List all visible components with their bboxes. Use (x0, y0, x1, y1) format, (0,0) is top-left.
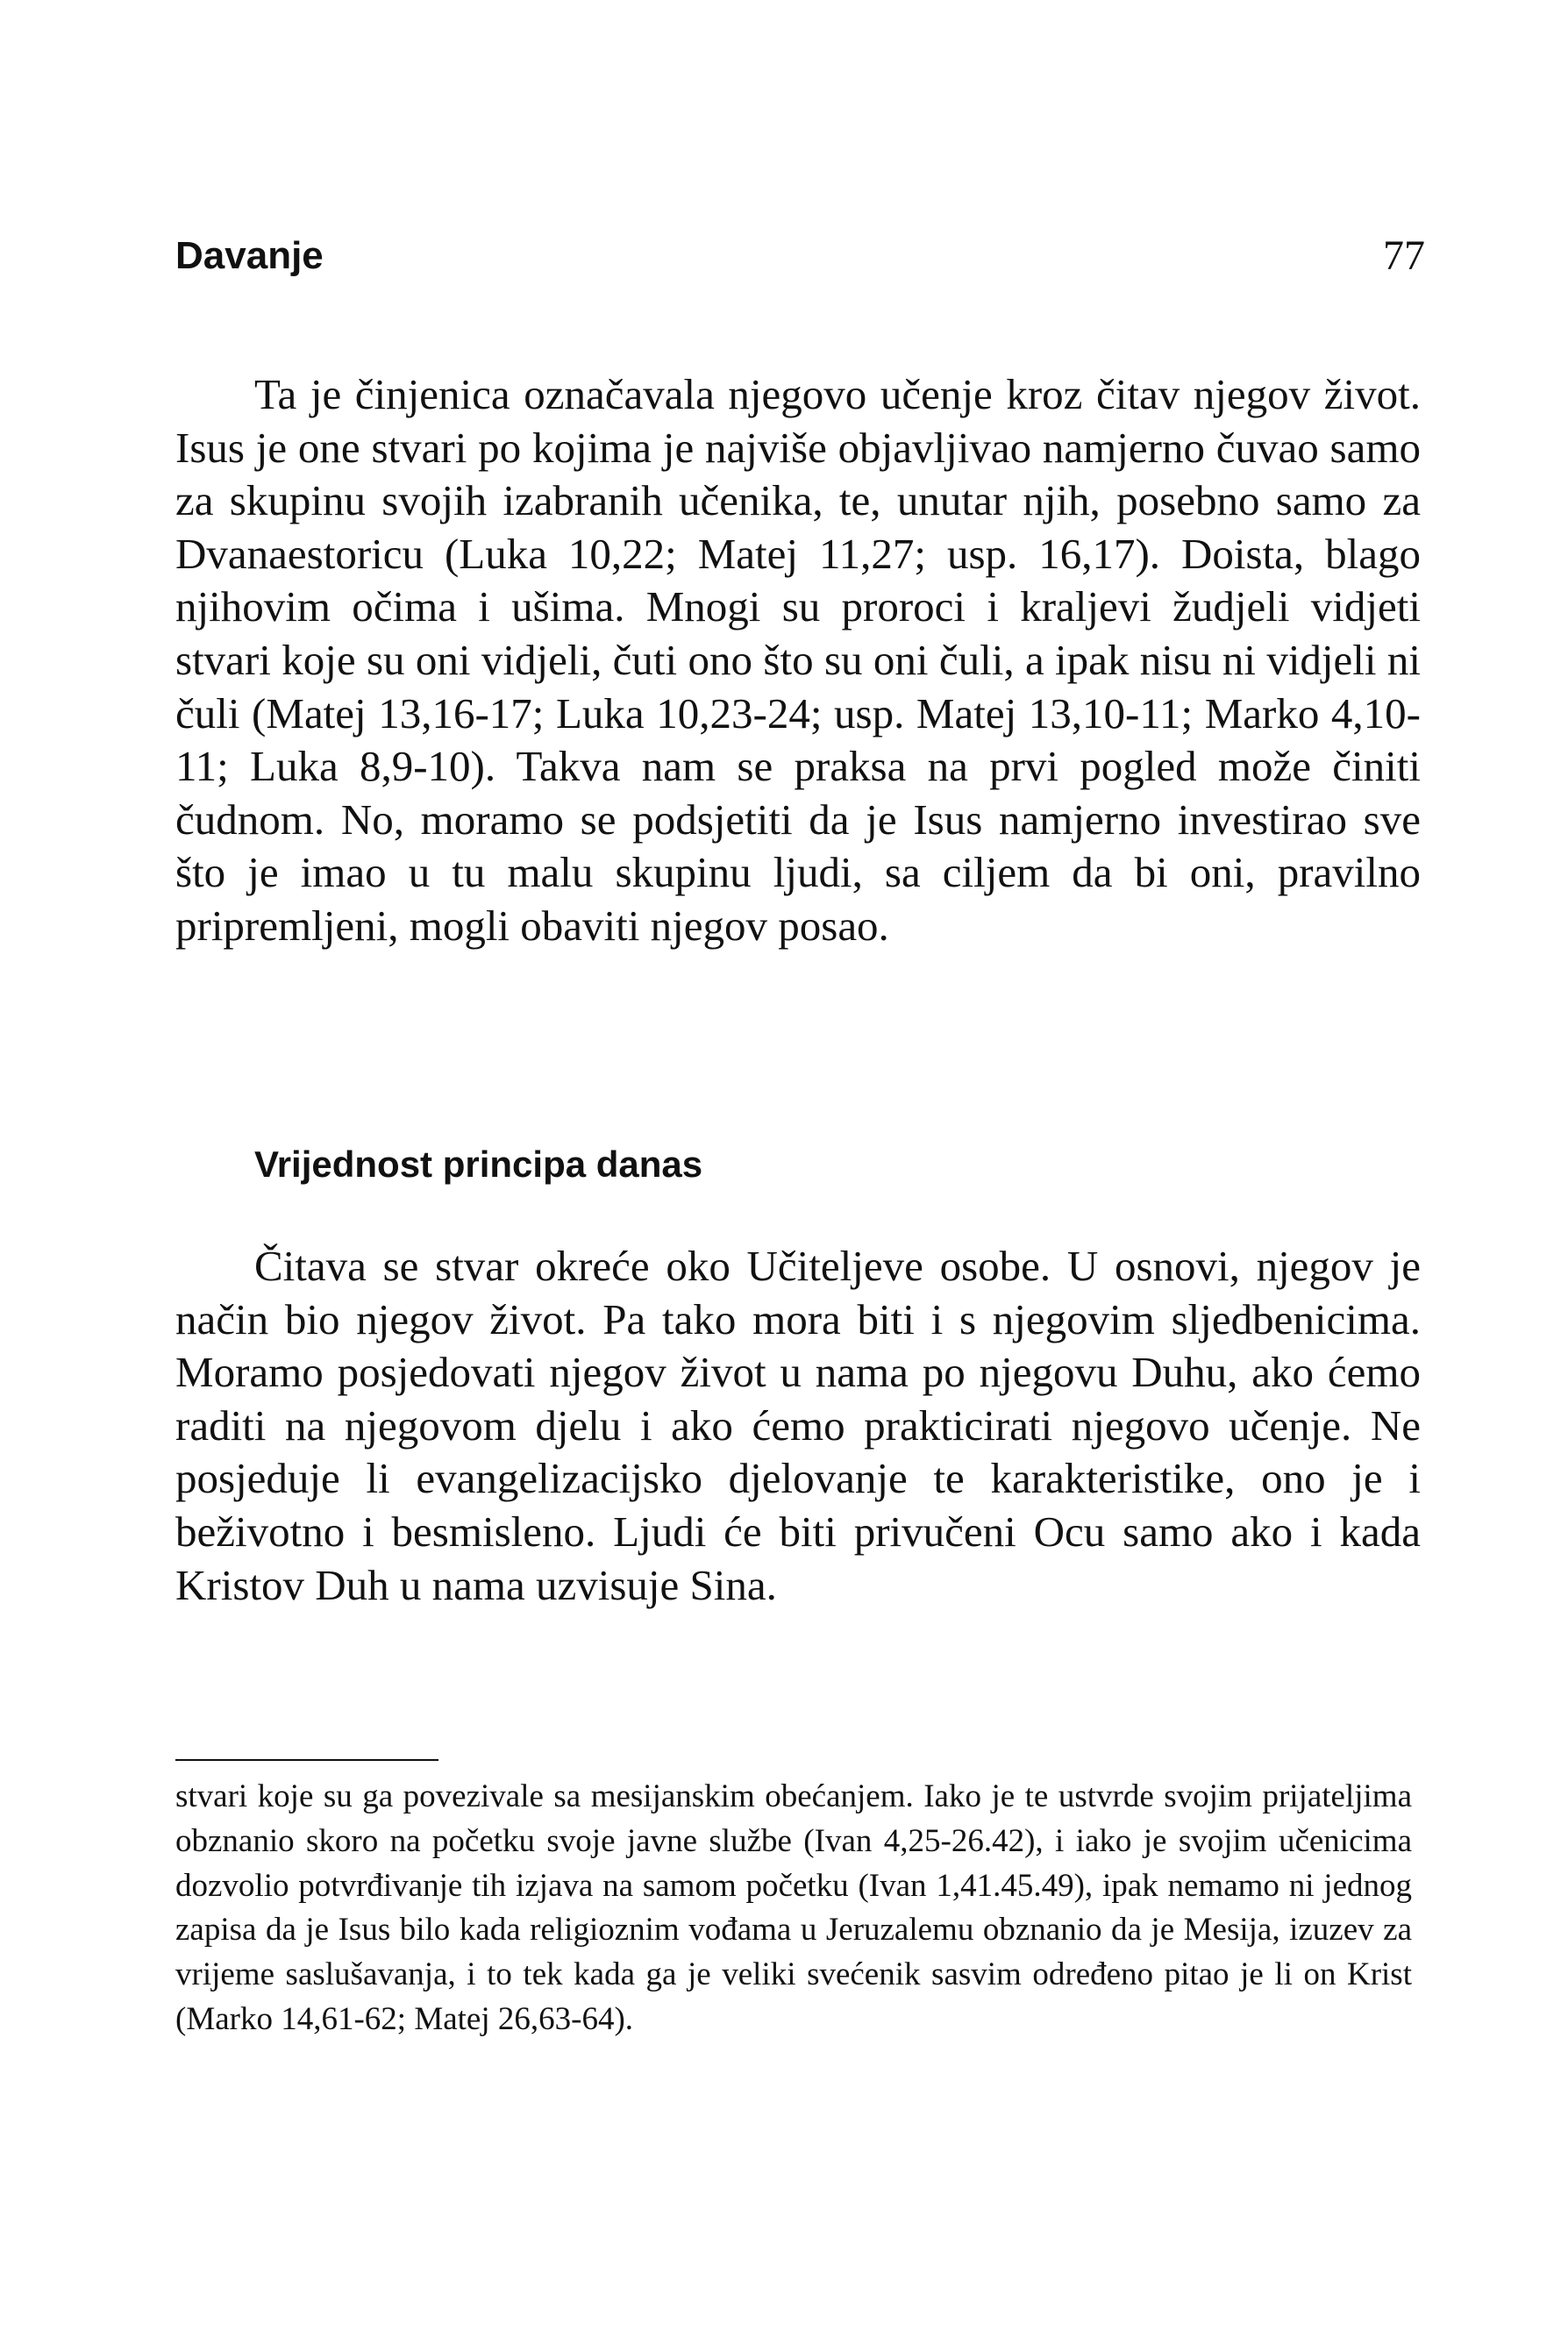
body-paragraph-2: Čitava se stvar okreće oko Učiteljeve osobe. U osnovi, njegov je način bio njegov život. Pa tako mora biti i s njegovim sljedbenicima. Moramo posjedovati njegov život u nama po njegovu Duhu, ako ćemo raditi na njegovom djelu i ako ćemo prakticirati njegovo učenje. Ne posjeduje li evangelizacijsko djelovanje te karakteristike, ono je i beživotno i besmisleno. Ljudi će biti privučeni Ocu samo ako i kada Kristov Duh u nama uzvisuje Sina. (175, 1242, 1421, 1609)
footnote-separator (175, 1759, 438, 1761)
footnote-text: stvari koje su ga povezivale sa mesijanskim obećanjem. Iako je te ustvrde svojim prijateljima obznanio skoro na početku svoje javne službe (Ivan 4,25-26.42), i iako je svojim učenicima dozvolio potvrđivanje tih izjava na samom početku (Ivan 1,41.45.49), ipak nemamo ni jednog zapisa da je Isus bilo kada religioznim vođama u Jeruzalemu obznanio da je Mesija, izuzev za vrijeme saslušavanja, i to tek kada ga je veliki svećenik sasvim određeno pitao je li on Krist (Marko 14,61-62; Matej 26,63-64). (175, 1778, 1412, 2037)
section-heading: Vrijednost principa danas (254, 1144, 703, 1185)
running-header (175, 230, 1425, 291)
body-paragraph-1: Ta je činjenica označavala njegovo učenje kroz čitav njegov život. Isus je one stvari po kojima je najviše objavljivao namjerno čuvao samo za skupinu svojih izabranih učenika, te, unutar njih, posebno samo za Dvanaestoricu (Luka 10,22; Matej 11,27; usp. 16,17). Doista, blago njihovim očima i ušima. Mnogi su proroci i kraljevi žudjeli vidjeti stvari koje su oni vidjeli, čuti ono što su oni čuli, a ipak nisu ni vidjeli ni čuli (Matej 13,16-17; Luka 10,23-24; usp. Matej 13,10-11; Marko 4,10-11; Luka 8,9-10). Takva nam se praksa na prvi pogled može činiti čudnom. No, moramo se podsjetiti da je Isus namjerno investirao sve što je imao u tu malu skupinu ljudi, sa ciljem da bi oni, pravilno pripremljeni, mogli obaviti njegov posao. (175, 370, 1421, 950)
chapter-title: Davanje (175, 234, 324, 277)
page-number: 77 (1383, 232, 1425, 279)
